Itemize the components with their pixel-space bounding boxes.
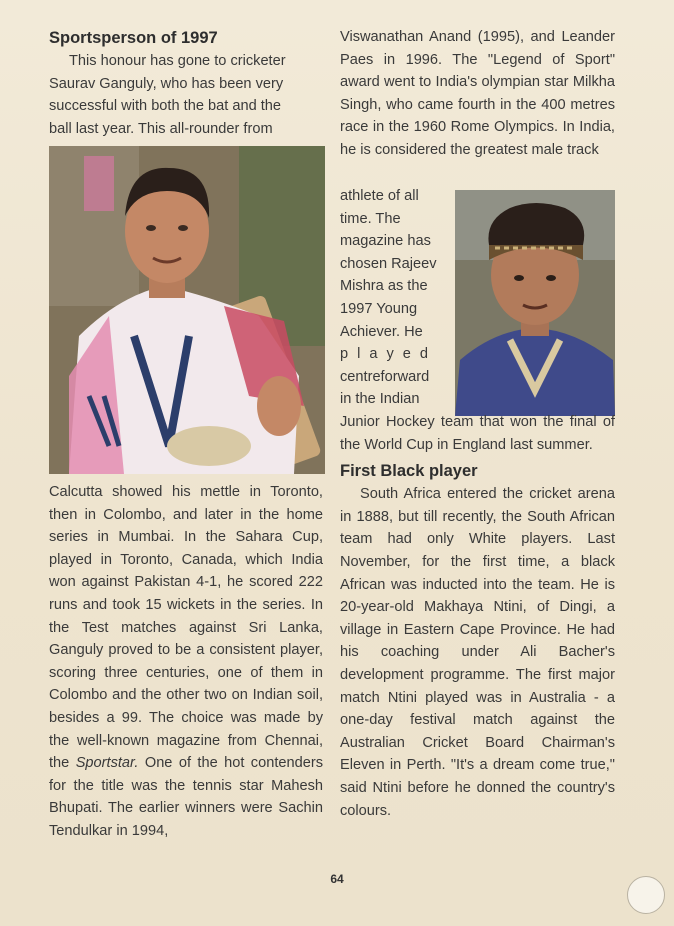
wrap-line: in the Indian: [340, 391, 420, 408]
intro-line: This honour has gone to cricketer: [69, 53, 286, 69]
article-heading-first-black-player: First Black player: [340, 462, 478, 481]
library-stamp-icon: [627, 876, 665, 914]
right-column-continued: [340, 411, 615, 822]
ganguly-text: Calcutta showed his mettle in Toronto, then in Colombo, and later in the home series in Mumbai. In the Sahara Cup, played in Toronto, Canada, which India won against Pakistan 4-1, he scored 222 runs and took 15 wickets in the series. In the Test matches against Sri Lanka, Ganguly proved to be a consistent player, scoring three centuries, one of them in Colombo and the other two on Indian soil, besides a 99. The choice was made by the well-known magazine from Chennai, the: [49, 484, 323, 772]
page-number: 64: [330, 872, 344, 886]
wrap-line: centreforward: [340, 368, 430, 385]
wrap-line: magazine has: [340, 233, 431, 250]
mishra-photo-illustration: [455, 190, 615, 416]
intro-line: successful with both the bat and the: [49, 98, 282, 115]
mishra-paragraph-end: Junior Hockey team that won the final of the World Cup in England last summer.: [340, 414, 615, 453]
wrap-line: Mishra as the: [340, 278, 428, 295]
intro-line: Saurav Ganguly, who has been very: [49, 75, 284, 92]
intro-paragraph: [49, 50, 323, 140]
ganguly-paragraph: [49, 481, 323, 843]
article-heading-sportsperson: Sportsperson of 1997: [49, 29, 218, 47]
wrap-line: athlete of all: [340, 188, 419, 204]
wrap-line: time. The: [340, 210, 401, 227]
ganguly-text-end: One of the hot contenders for the title was the tennis star Mahesh Bhupati. The earlier winners were Sachin Tendulkar in 1994,: [49, 755, 324, 839]
wrapped-text-beside-photo: [340, 185, 452, 411]
ntini-paragraph: South Africa entered the cricket arena in 1888, but till recently, the South African team had only White players. Last November, for the first time, a black African was inducted into the team. He is 20-year-old Makhaya Ntini, of Dingi, a village in Eastern Cape Province. He had his coaching under Ali Bacher's development programme. The first major match Ntini played was in Australia - a one-day festival match against the Australian Cricket Board Chairman's Eleven in Perth. "It's a dream come true," said Ntini before he donned the country's colours.: [340, 486, 615, 819]
wrap-line: Achiever. He: [340, 323, 423, 340]
wrap-line: played: [340, 346, 438, 363]
left-column: [49, 26, 323, 140]
ganguly-photo: [49, 146, 325, 474]
right-column: [340, 26, 615, 162]
wrap-line: chosen Rajeev: [340, 255, 437, 272]
intro-line: ball last year. This all-rounder from: [49, 120, 273, 137]
awards-paragraph: Viswanathan Anand (1995), and Leander Paes in 1996. The "Legend of Sport" award went to India's olympian star Milkha Singh, who came fourth in the 400 metres race in the 1960 Rome Olympics. In India, he is considered the greatest male track: [340, 29, 615, 158]
wrap-line: 1997 Young: [340, 300, 418, 317]
sportstar-italic: Sportstar.: [75, 755, 139, 772]
mishra-photo: [455, 190, 615, 416]
ganguly-photo-illustration: [49, 146, 325, 474]
left-column-continued: [49, 481, 323, 843]
